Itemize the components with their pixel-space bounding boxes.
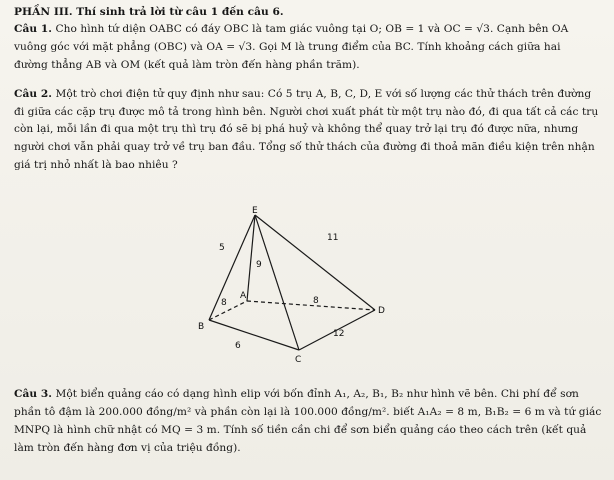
edge-label-ad: 8 [313,296,319,306]
edge-label-ba: 8 [221,298,227,308]
question-2-line-3: còn lại, mỗi lần đi qua một trụ thì trụ đó sẽ bị phá huỷ và không thể quay trở lại trụ đó được nữa, nhưng [14,123,579,135]
question-1-label: Câu 1. [14,23,53,35]
question-3-line-3: MNPQ là hình chữ nhật có MQ = 3 m. Tính số tiền cần chi để sơn biển quảng cáo theo cách trên (kết quả [14,424,587,436]
question-1-line-2: vuông góc với mặt phẳng (OBC) và OA = √3. Gọi M là trung điểm của BC. Tính khoảng cách giữa hai [14,41,561,53]
vertex-a-label: A [240,291,247,301]
vertex-d-label: D [378,306,385,316]
edge-label-cd: 12 [333,329,345,339]
vertex-e-label: E [252,206,258,216]
edge-b-c [209,320,299,350]
edge-label-ea: 9 [256,260,262,270]
question-2-label: Câu 2. [14,88,53,100]
edge-e-a [247,215,255,301]
section-title: PHẦN III. Thí sinh trả lời từ câu 1 đến câu 6. [14,6,284,18]
edge-label-ed: 11 [327,233,339,243]
question-3-line-4: làm tròn đến hàng đơn vị của triệu đồng). [14,442,241,454]
edge-b-a [209,301,247,320]
edge-label-eb: 5 [219,243,225,253]
question-1-line-1 [14,23,568,35]
pillar-graph-figure [195,205,400,365]
edge-a-d [247,301,375,310]
vertex-c-label: C [295,355,302,365]
question-2-line-4: người chơi vẫn phải quay trở về trụ ban đầu. Tổng số thử thách của đường đi thoả mãn điều kiện trên nhận [14,141,595,153]
question-1-text-1: Cho hình tứ diện OABC có đáy OBC là tam giác vuông tại O; OB = 1 và OC = √3. Cạnh bên OA [55,23,569,35]
vertex-b-label: B [198,322,205,332]
question-3-label: Câu 3. [14,388,53,400]
question-3-line-1 [14,388,579,400]
question-3-line-2: phần tô đậm là 200.000 đồng/m² và phần còn lại là 100.000 đồng/m². biết A₁A₂ = 8 m, B₁B₂ = 6 m và tứ giác [14,406,602,418]
edge-e-c [255,215,299,350]
question-2-line-1 [14,88,591,100]
question-2-line-2: đi giữa các cặp trụ được mô tả trong hình bên. Người chơi xuất phát từ một trụ nào đó, đi qua tất cả các trụ [14,106,599,118]
question-2-text-1: Một trò chơi điện tử quy định như sau: Có 5 trụ A, B, C, D, E với số lượng các thử thách trên đường [55,88,592,100]
edge-e-b [209,215,255,320]
question-2-line-5: giá trị nhỏ nhất là bao nhiêu ? [14,159,178,171]
edge-label-bc: 6 [235,341,241,351]
question-3-text-1: Một biển quảng cáo có dạng hình elip với bốn đỉnh A₁, A₂, B₁, B₂ như hình vẽ bên. Chi phí để sơn [55,388,579,400]
question-1-line-3: đường thẳng AB và OM (kết quả làm tròn đến hàng phần trăm). [14,59,360,71]
